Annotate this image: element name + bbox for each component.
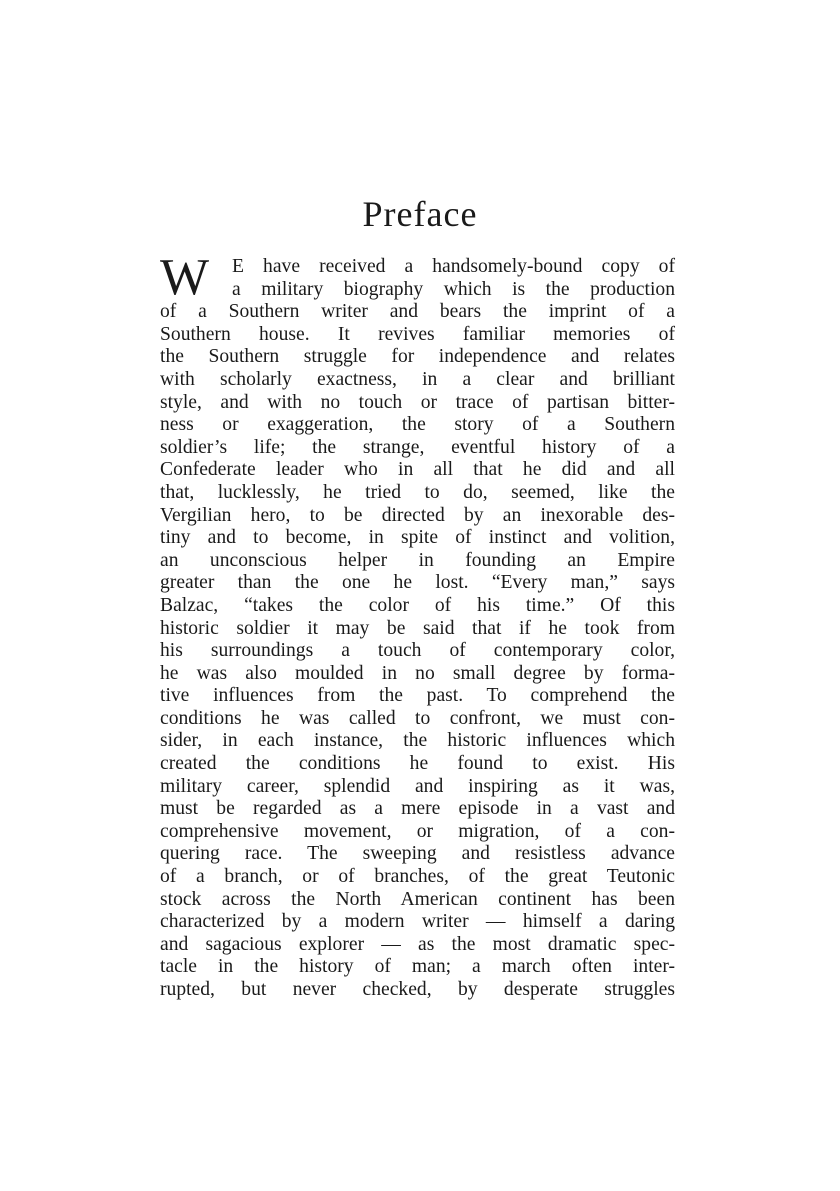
text-line: rupted, but never checked, by desperate struggles	[160, 979, 675, 1000]
text-line: military career, splendid and inspiring as it was,	[160, 775, 675, 797]
text-line: must be regarded as a mere episode in a vast and	[160, 798, 675, 820]
text-line: Vergilian hero, to be directed by an inexorable des-	[160, 504, 675, 526]
text-line: Balzac, “takes the color of his time.” Of this	[160, 594, 675, 616]
text-line: Confederate leader who in all that he did and all	[160, 459, 675, 481]
text-line: ness or exaggeration, the story of a Southern	[160, 414, 675, 436]
text-line: with scholarly exactness, in a clear and brilliant	[160, 368, 675, 390]
page-title: Preface	[362, 194, 478, 234]
text-line: tive influences from the past. To comprehend the	[160, 685, 675, 707]
text-line: his surroundings a touch of contemporary color,	[160, 640, 675, 662]
text-line: sider, in each instance, the historic influences which	[160, 730, 675, 752]
text-line: tiny and to become, in spite of instinct and volition,	[160, 527, 675, 549]
text-line: of a Southern writer and bears the imprint of a	[160, 301, 675, 323]
text-line: Southern house. It revives familiar memories of	[160, 323, 675, 345]
text-line: a military biography which is the production	[232, 278, 675, 300]
text-line: greater than the one he lost. “Every man,” says	[160, 572, 675, 594]
drop-cap: W	[160, 249, 210, 306]
text-line: historic soldier it may be said that if he took from	[160, 617, 675, 639]
text-line: of a branch, or of branches, of the great Teutonic	[160, 866, 675, 888]
text-line: characterized by a modern writer — himself a daring	[160, 911, 675, 933]
text-line: conditions he was called to confront, we must con-	[160, 707, 675, 729]
text-line: E have received a handsomely-bound copy of	[232, 256, 675, 277]
text-line: comprehensive movement, or migration, of a con-	[160, 820, 675, 842]
body-text	[160, 249, 675, 1002]
text-line: tacle in the history of man; a march often inter-	[160, 956, 675, 978]
text-line: quering race. The sweeping and resistless advance	[160, 843, 675, 865]
text-line: stock across the North American continent has been	[160, 888, 675, 910]
text-line: style, and with no touch or trace of partisan bitter-	[160, 391, 675, 413]
text-line: created the conditions he found to exist. His	[160, 753, 675, 775]
text-line: the Southern struggle for independence and relates	[160, 346, 675, 368]
text-line: and sagacious explorer — as the most dramatic spec-	[160, 933, 675, 955]
text-line: an unconscious helper in founding an Empire	[160, 549, 675, 571]
text-line: soldier’s life; the strange, eventful history of a	[160, 436, 675, 458]
text-line: that, lucklessly, he tried to do, seemed, like the	[160, 481, 675, 503]
text-line: he was also moulded in no small degree by forma-	[160, 662, 675, 684]
